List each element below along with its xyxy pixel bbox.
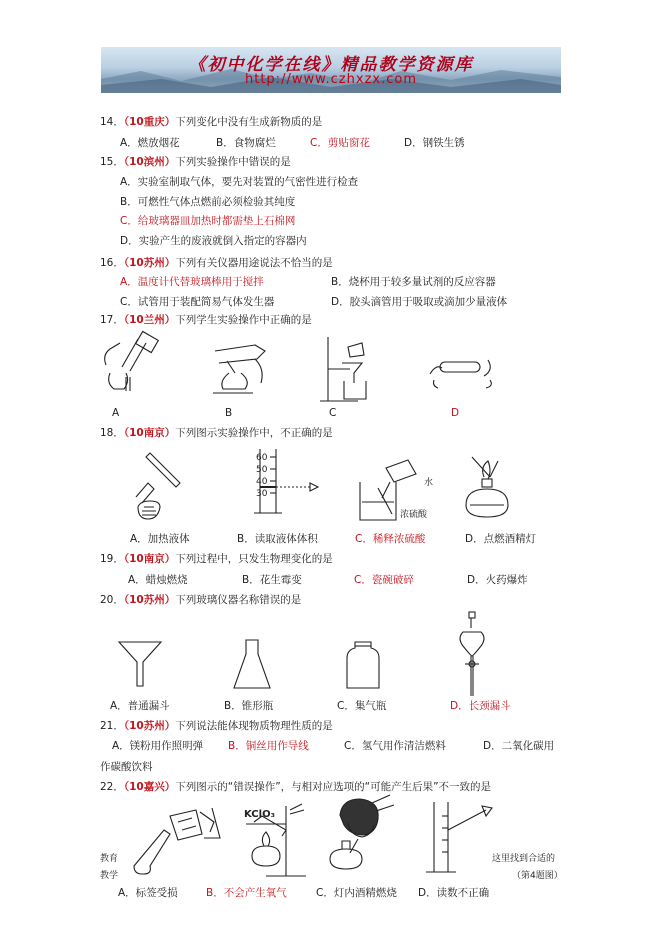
question-number: 17． xyxy=(100,314,124,326)
q19-option-c: C．瓷碗破碎 xyxy=(354,574,414,586)
question-18-stem xyxy=(100,426,333,440)
q14-option-c: C．剪贴窗花 xyxy=(310,137,370,149)
question-number: 18． xyxy=(100,427,124,439)
q17-figure-d-shaking-tube xyxy=(428,350,498,390)
question-text: 下列过程中，只发生物理变化的是 xyxy=(175,553,333,565)
note-left-1: 教育 xyxy=(100,854,119,864)
q22-option-b: B．不会产生氧气 xyxy=(206,887,287,899)
q15-option-c: C．给玻璃器皿加热时都需垫上石棉网 xyxy=(120,215,296,227)
label-kclo3: KClO₃ xyxy=(244,809,275,820)
question-22-stem xyxy=(100,780,491,794)
question-number: 21． xyxy=(100,720,124,732)
q21-option-b: B．铜丝用作导线 xyxy=(228,740,309,752)
question-text: 下列变化中没有生成新物质的是 xyxy=(175,116,323,128)
question-number: 19． xyxy=(100,553,124,565)
q14-option-a: A．燃放烟花 xyxy=(120,137,180,149)
question-source: （10苏州） xyxy=(123,257,176,269)
q15-option-a: A．实验室制取气体，要先对装置的气密性进行检查 xyxy=(120,176,359,188)
q19-option-b: B．花生霉变 xyxy=(242,574,302,586)
banner-title: 《初中化学在线》精品教学资源库 xyxy=(188,55,474,75)
question-source: （10滨州） xyxy=(123,156,176,168)
question-number: 20． xyxy=(100,594,124,606)
cylinder-tick-label: 40 xyxy=(256,477,268,487)
q22-figure-a-pouring-reagent xyxy=(130,808,220,878)
question-20-stem xyxy=(100,593,301,607)
q16-option-a: A．温度计代替玻璃棒用于搅拌 xyxy=(120,276,264,288)
q22-option-d: D．读数不正确 xyxy=(418,887,490,899)
q22-figure-c-person-blowing-lamp xyxy=(320,795,400,880)
question-21-stem xyxy=(100,719,333,733)
question-text: 下列有关仪器用途说法不恰当的是 xyxy=(175,257,333,269)
question-source: （10南京） xyxy=(123,553,176,565)
question-14-stem xyxy=(100,115,322,129)
q18-option-c: C．稀释浓硫酸 xyxy=(355,533,426,545)
q20-option-d: D．长颈漏斗 xyxy=(450,700,511,712)
question-17-stem xyxy=(100,313,312,327)
question-text: 下列学生实验操作中正确的是 xyxy=(175,314,312,326)
header-banner xyxy=(101,47,561,93)
q17-figure-c-filtration xyxy=(318,333,378,405)
q20-figure-d-separatory-funnel xyxy=(455,612,491,698)
q14-option-b: B．食物腐烂 xyxy=(216,137,276,149)
q20-option-a: A．普通漏斗 xyxy=(110,700,170,712)
q20-option-b: B．锥形瓶 xyxy=(224,700,274,712)
question-source: （10重庆） xyxy=(123,116,176,128)
q18-option-a: A．加热液体 xyxy=(130,533,190,545)
q22-figure-b-heating-kclo3 xyxy=(226,800,316,880)
q21-option-a: A．镁粉用作照明弹 xyxy=(112,740,204,752)
label-water: 水 xyxy=(424,478,434,488)
q17-label-d: D xyxy=(451,407,460,419)
q20-option-c: C．集气瓶 xyxy=(337,700,387,712)
question-number: 15． xyxy=(100,156,124,168)
q17-label-c: C xyxy=(329,407,337,419)
question-15-stem xyxy=(100,155,291,169)
q18-figure-a-heating-liquid xyxy=(130,447,190,527)
q17-figure-a-pouring-test-tube xyxy=(100,333,160,393)
q18-option-d: D．点燃酒精灯 xyxy=(465,533,537,545)
q18-option-b: B．读取液体体积 xyxy=(237,533,318,545)
label-concentrated-sulfuric-acid: 浓硫酸 xyxy=(400,510,428,520)
q21-option-c: C．氢气用作清洁燃料 xyxy=(344,740,446,752)
banner-url[interactable]: http://www.czhxzx.com xyxy=(245,72,417,87)
question-number: 14． xyxy=(100,116,124,128)
question-text: 下列实验操作中错误的是 xyxy=(175,156,291,168)
question-text: 下列玻璃仪器名称错误的是 xyxy=(175,594,302,606)
q16-option-c: C．试管用于装配简易气体发生器 xyxy=(120,296,275,308)
q18-figure-b-graduated-cylinder xyxy=(240,447,320,527)
q14-option-d: D．钢铁生锈 xyxy=(404,137,465,149)
cylinder-tick-label: 60 xyxy=(256,453,268,463)
question-text: 下列说法能体现物质物理性质的是 xyxy=(175,720,333,732)
q16-option-d: D．胶头滴管用于吸取或滴加少量液体 xyxy=(331,296,508,308)
question-source: （10嘉兴） xyxy=(123,781,176,793)
q21-option-d: D．二氧化碳用 xyxy=(483,740,555,752)
note-right-1: 这里找到合适的 xyxy=(492,854,556,864)
question-16-stem xyxy=(100,256,333,270)
q17-figure-b-heating-flask xyxy=(205,343,275,399)
q22-option-a: A．标签受损 xyxy=(118,887,178,899)
q15-option-d: D．实验产生的废液就倒入指定的容器内 xyxy=(120,235,307,247)
question-text: 下列图示的“错误操作”，与相对应选项的“可能产生后果”不一致的是 xyxy=(175,781,492,793)
note-left-2: 教学 xyxy=(100,871,119,881)
question-source: （10苏州） xyxy=(123,594,176,606)
q17-label-a: A xyxy=(112,407,120,419)
cylinder-tick-label: 30 xyxy=(256,489,268,499)
q17-label-b: B xyxy=(225,407,233,419)
question-19-stem xyxy=(100,552,333,566)
q19-option-d: D．火药爆炸 xyxy=(467,574,528,586)
q22-figure-d-reading-cylinder xyxy=(420,800,495,882)
q19-option-a: A．蜡烛燃烧 xyxy=(128,574,188,586)
q20-figure-b-conical-flask xyxy=(232,638,272,692)
q22-option-c: C．灯内酒精燃烧 xyxy=(316,887,397,899)
q16-option-b: B．烧杯用于较多量试剂的反应容器 xyxy=(331,276,496,288)
question-source: （10兰州） xyxy=(123,314,176,326)
question-number: 22． xyxy=(100,781,124,793)
q15-option-b: B．可燃性气体点燃前必须检验其纯度 xyxy=(120,196,296,208)
q21-option-d-continued: 作碳酸饮料 xyxy=(100,761,153,773)
question-text: 下列图示实验操作中，不正确的是 xyxy=(175,427,333,439)
q20-figure-c-gas-bottle xyxy=(343,640,383,690)
question-source: （10苏州） xyxy=(123,720,176,732)
note-right-2: （第4题图） xyxy=(512,871,563,881)
cylinder-tick-label: 50 xyxy=(256,465,268,475)
q18-figure-d-lighting-lamp xyxy=(458,447,518,527)
q20-figure-a-funnel xyxy=(117,640,167,690)
question-number: 16． xyxy=(100,257,124,269)
question-source: （10南京） xyxy=(123,427,176,439)
